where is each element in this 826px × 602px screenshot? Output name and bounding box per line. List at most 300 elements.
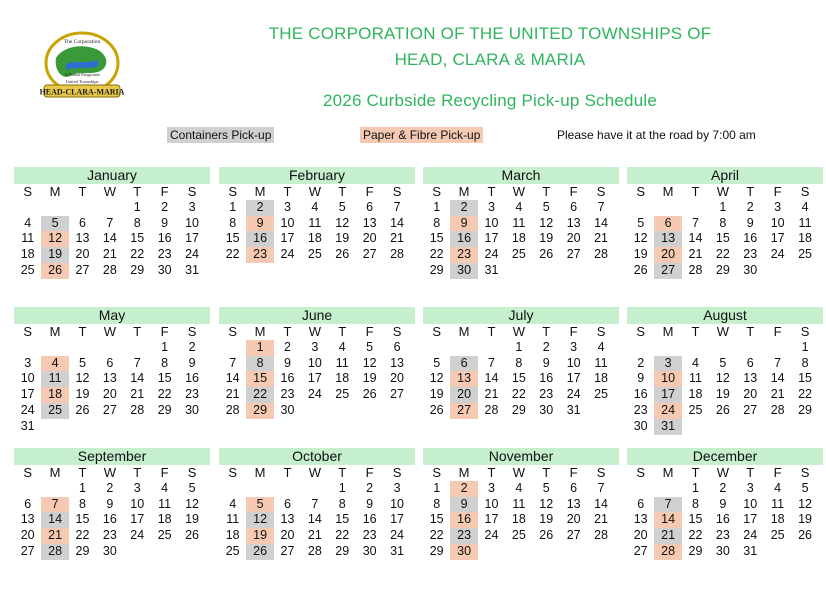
day-cell: 17 [770,231,785,246]
day-cell: 27 [566,528,581,543]
paper-pickup-day: 5 [246,497,273,513]
weekday-label: T [133,184,142,199]
weekday-label: W [716,184,729,199]
day-cell: 9 [542,355,550,370]
weekday-label: W [716,465,729,480]
day-cell: 1 [692,480,699,495]
day-cell: 17 [743,512,758,527]
day-cell: 16 [185,371,199,386]
day-cell: 16 [102,512,117,527]
day-cell: 18 [798,231,812,246]
day-cell: 30 [743,262,758,277]
empty-cell [423,340,450,356]
day-cell: 27 [362,247,377,262]
paper-pickup-day: 30 [450,544,477,560]
day-cell: 25 [307,247,322,262]
day-cell: 11 [688,371,702,386]
day-cell: 13 [390,355,404,370]
day-cell: 4 [515,199,523,214]
day-cell: 29 [429,543,444,558]
day-cell: 31 [743,543,758,558]
empty-cell [69,340,96,356]
day-cell: 3 [311,339,319,354]
day-cell: 28 [225,402,240,417]
day-cell: 17 [484,512,499,527]
day-cell: 27 [390,387,404,402]
day-cell: 6 [570,199,578,214]
day-cell: 23 [715,528,730,543]
day-cell: 23 [743,247,758,262]
month-february [219,167,415,263]
weekday-label: M [458,324,470,339]
day-cell: 14 [594,496,608,511]
day-cell: 24 [390,528,404,543]
weekday-label: S [800,324,810,339]
day-cell: 1 [433,199,441,214]
paper-pickup-day: 15 [246,371,273,387]
day-cell: 28 [307,543,322,558]
day-cell: 5 [801,480,809,495]
weekday-label: T [133,324,142,339]
weekday-label: M [254,324,266,339]
empty-cell [14,340,41,356]
weekday-label: T [487,324,496,339]
weekday-label: S [23,465,33,480]
day-cell: 2 [637,355,645,370]
containers-pickup-day: 14 [41,512,68,528]
weekday-label: F [569,324,578,339]
day-cell: 22 [75,528,90,543]
day-cell: 18 [511,231,526,246]
day-cell: 12 [362,355,377,370]
month-name: June [219,307,415,324]
weekday-label: F [569,184,578,199]
day-cell: 14 [594,215,608,230]
day-cell: 25 [511,528,526,543]
month-december [627,448,823,560]
day-cell: 21 [390,231,404,246]
day-cell: 8 [801,355,809,370]
day-cell: 6 [24,496,32,511]
day-cell: 15 [429,512,444,527]
day-cell: 13 [566,496,581,511]
day-cell: 19 [75,387,90,402]
day-cell: 9 [188,355,196,370]
day-cell: 31 [390,543,404,558]
day-cell: 18 [307,231,322,246]
day-cell: 11 [594,355,608,370]
empty-cell [96,200,123,216]
day-cell: 20 [75,247,90,262]
month-name: April [627,167,823,184]
weekday-label: F [773,184,782,199]
paper-pickup-day: 13 [450,371,477,387]
day-cell: 12 [185,496,199,511]
day-cell: 30 [539,402,554,417]
day-cell: 10 [484,496,499,511]
day-cell: 17 [566,371,581,386]
day-cell: 23 [157,247,172,262]
day-cell: 19 [362,371,377,386]
weekday-label: S [187,465,197,480]
day-cell: 1 [433,480,441,495]
day-cell: 26 [335,247,350,262]
day-cell: 4 [801,199,809,214]
day-cell: 11 [21,231,35,246]
weekday-label: W [308,465,321,480]
month-name: September [14,448,210,465]
day-cell: 24 [307,387,322,402]
day-cell: 23 [633,402,648,417]
paper-pickup-day: 2 [450,481,477,497]
containers-pickup-day: 28 [41,544,68,560]
weekday-label: M [49,465,61,480]
weekday-label: S [636,465,646,480]
legend-containers: Containers Pick-up [167,127,274,143]
day-cell: 6 [284,496,291,511]
containers-pickup-day: 2 [450,200,477,216]
day-cell: 27 [280,543,295,558]
empty-cell [709,340,736,356]
day-cell: 14 [688,231,703,246]
day-cell: 18 [594,371,608,386]
day-cell: 18 [20,247,35,262]
month-may [14,307,210,435]
day-cell: 13 [633,512,648,527]
day-cell: 5 [338,199,346,214]
day-cell: 13 [102,371,117,386]
weekday-label: F [569,465,578,480]
day-cell: 17 [484,231,499,246]
day-cell: 2 [161,199,169,214]
day-cell: 13 [743,371,758,386]
weekday-label: F [365,324,374,339]
weekday-label: T [283,184,292,199]
day-cell: 2 [106,480,114,495]
containers-pickup-day: 21 [654,528,681,544]
day-cell: 20 [566,231,581,246]
day-cell: 25 [20,262,35,277]
day-cell: 29 [511,402,526,417]
month-name: October [219,448,415,465]
day-cell: 13 [566,215,581,230]
day-cell: 14 [225,371,240,386]
day-cell: 15 [715,231,730,246]
day-cell: 22 [225,247,240,262]
day-cell: 24 [185,247,199,262]
day-cell: 30 [157,262,172,277]
containers-pickup-day: 23 [450,528,477,544]
weekday-label: W [103,184,116,199]
day-cell: 5 [719,355,727,370]
day-cell: 29 [688,543,703,558]
day-cell: 9 [719,496,727,511]
day-cell: 3 [188,199,196,214]
day-cell: 25 [225,543,240,558]
day-cell: 10 [130,496,145,511]
day-cell: 11 [335,355,349,370]
weekday-label: S [432,184,442,199]
day-cell: 2 [542,339,550,354]
weekday-label: F [365,465,374,480]
weekday-label: M [458,465,470,480]
day-cell: 22 [715,247,730,262]
containers-pickup-day: 12 [246,512,273,528]
day-cell: 26 [185,528,199,543]
day-cell: 7 [597,480,605,495]
month-days-grid [423,465,619,560]
day-cell: 6 [393,339,401,354]
day-cell: 5 [637,215,645,230]
month-april [627,167,823,279]
weekday-label: S [636,184,646,199]
weekday-label: M [49,184,61,199]
day-cell: 10 [770,215,785,230]
day-cell: 26 [715,402,730,417]
schedule-title: 2026 Curbside Recycling Pick-up Schedule [322,91,657,110]
logo-top-text: The Corporation [63,39,101,45]
containers-pickup-day: 17 [654,387,681,403]
day-cell: 1 [515,339,523,354]
day-cell: 19 [633,247,648,262]
day-cell: 21 [130,387,145,402]
corporation-title-line1: THE CORPORATION OF THE UNITED TOWNSHIPS OF [268,24,712,43]
weekday-label: S [636,324,646,339]
day-cell: 15 [798,371,812,386]
paper-pickup-day: 28 [654,544,681,560]
day-cell: 28 [390,247,404,262]
day-cell: 27 [20,543,35,558]
day-cell: 16 [715,512,730,527]
month-name: August [627,307,823,324]
day-cell: 11 [226,512,240,527]
day-cell: 24 [20,402,35,417]
paper-pickup-day: 16 [450,512,477,528]
empty-cell [301,481,328,497]
day-cell: 24 [743,528,758,543]
weekday-label: S [800,465,810,480]
weekday-label: T [283,324,292,339]
month-march [423,167,619,279]
day-cell: 1 [229,199,237,214]
day-cell: 21 [225,387,240,402]
day-cell: 31 [185,262,199,277]
day-cell: 4 [161,480,169,495]
month-october [219,448,415,560]
month-name: December [627,448,823,465]
weekday-label: T [542,465,551,480]
day-cell: 16 [633,387,648,402]
day-cell: 18 [511,512,526,527]
paper-pickup-day: 23 [246,247,273,263]
day-cell: 12 [539,215,554,230]
day-cell: 26 [362,387,377,402]
day-cell: 22 [798,387,812,402]
day-cell: 1 [79,480,86,495]
day-cell: 20 [743,387,758,402]
day-cell: 17 [280,231,295,246]
day-cell: 5 [366,339,374,354]
day-cell: 15 [157,371,172,386]
weekday-label: W [308,324,321,339]
paper-pickup-day: 23 [450,247,477,263]
day-cell: 8 [719,215,727,230]
day-cell: 3 [284,199,291,214]
empty-cell [41,200,68,216]
day-cell: 4 [692,355,699,370]
month-july [423,307,619,419]
day-cell: 13 [280,512,295,527]
day-cell: 18 [335,371,350,386]
paper-pickup-day: 7 [41,497,68,513]
day-cell: 22 [688,528,703,543]
containers-pickup-day: 22 [246,387,273,403]
day-cell: 8 [79,496,86,511]
day-cell: 16 [280,371,295,386]
weekday-label: F [365,184,374,199]
day-cell: 19 [185,512,199,527]
empty-cell [478,340,505,356]
day-cell: 9 [161,215,169,230]
weekday-label: T [746,324,755,339]
weekday-label: T [746,184,755,199]
empty-cell [764,340,791,356]
day-cell: 24 [484,247,499,262]
weekday-label: S [432,465,442,480]
day-cell: 14 [102,231,117,246]
day-cell: 3 [133,480,141,495]
day-cell: 20 [362,231,377,246]
weekday-label: W [512,184,525,199]
day-cell: 16 [743,231,758,246]
day-cell: 21 [484,387,499,402]
containers-pickup-day: 16 [450,231,477,247]
paper-pickup-day: 9 [450,216,477,232]
day-cell: 24 [484,528,499,543]
day-cell: 9 [366,496,374,511]
containers-pickup-day: 26 [246,544,273,560]
weekday-label: W [512,324,525,339]
weekday-label: F [773,324,782,339]
day-cell: 26 [75,402,90,417]
weekday-label: W [308,184,321,199]
empty-cell [274,481,301,497]
day-cell: 29 [715,262,730,277]
day-cell: 7 [106,215,114,230]
weekday-label: W [103,465,116,480]
day-cell: 5 [542,199,550,214]
day-cell: 11 [512,496,526,511]
weekday-label: T [78,324,87,339]
day-cell: 18 [770,512,785,527]
day-cell: 29 [429,262,444,277]
day-cell: 6 [79,215,86,230]
day-cell: 31 [20,418,35,433]
day-cell: 1 [801,339,809,354]
day-cell: 29 [75,543,90,558]
paper-pickup-day: 1 [246,340,273,356]
day-cell: 7 [311,496,319,511]
day-cell: 1 [338,480,346,495]
day-cell: 21 [594,512,608,527]
day-cell: 17 [130,512,145,527]
day-cell: 25 [594,387,608,402]
day-cell: 19 [335,231,350,246]
month-days-grid [14,324,210,435]
day-cell: 30 [102,543,117,558]
day-cell: 18 [688,387,703,402]
day-cell: 7 [229,355,237,370]
month-days-grid [627,324,823,435]
day-cell: 24 [770,247,785,262]
paper-pickup-day: 18 [41,387,68,403]
day-cell: 7 [393,199,401,214]
day-cell: 14 [390,215,404,230]
day-cell: 24 [130,528,145,543]
day-cell: 27 [75,262,90,277]
day-cell: 22 [429,247,444,262]
day-cell: 2 [284,339,291,354]
weekday-label: S [432,324,442,339]
month-days-grid [219,465,415,560]
day-cell: 4 [515,480,523,495]
day-cell: 16 [539,371,554,386]
day-cell: 6 [746,355,754,370]
weekday-label: S [187,184,197,199]
day-cell: 20 [566,512,581,527]
month-days-grid [14,184,210,279]
empty-cell [737,340,764,356]
month-days-grid [219,184,415,263]
containers-pickup-day: 31 [654,419,681,435]
weekday-label: M [254,184,266,199]
day-cell: 31 [566,402,581,417]
paper-pickup-day: 4 [41,356,68,372]
weekday-label: S [187,324,197,339]
day-cell: 21 [307,528,322,543]
paper-pickup-day: 9 [246,216,273,232]
day-cell: 21 [770,387,785,402]
day-cell: 26 [798,528,812,543]
day-cell: 30 [715,543,730,558]
weekday-label: T [746,465,755,480]
paper-pickup-day: 26 [41,263,68,279]
day-cell: 4 [311,199,319,214]
paper-pickup-day: 24 [654,403,681,419]
day-cell: 9 [637,371,645,386]
day-cell: 10 [20,371,35,386]
day-cell: 5 [542,480,550,495]
empty-cell [627,481,654,497]
paper-pickup-day: 14 [654,512,681,528]
month-name: May [14,307,210,324]
weekday-label: S [392,324,402,339]
day-cell: 5 [433,355,441,370]
month-days-grid [219,324,415,419]
weekday-label: M [254,465,266,480]
day-cell: 12 [429,371,444,386]
day-cell: 15 [511,371,526,386]
day-cell: 28 [594,247,608,262]
containers-pickup-day: 25 [41,403,68,419]
weekday-label: T [78,465,87,480]
day-cell: 22 [429,528,444,543]
day-cell: 20 [280,528,295,543]
day-cell: 29 [798,402,812,417]
day-cell: 2 [188,339,196,354]
containers-pickup-day: 9 [450,497,477,513]
weekday-label: S [228,324,238,339]
